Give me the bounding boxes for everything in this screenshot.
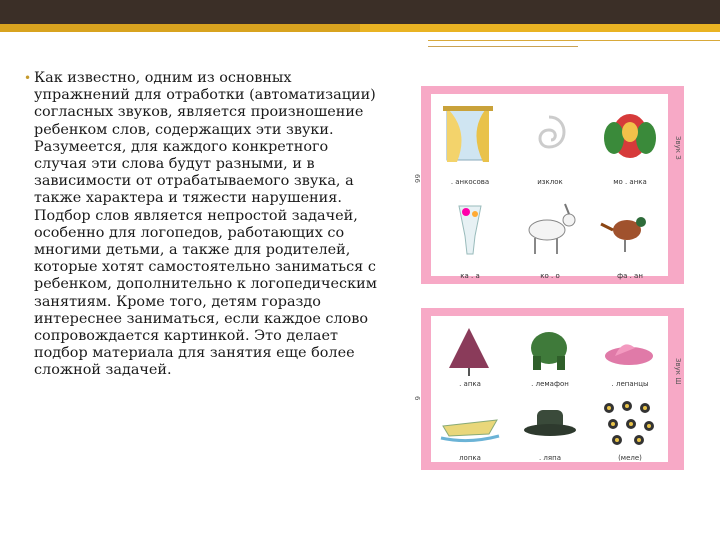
picture-helmet: [515, 318, 585, 390]
picture-swirl: [515, 98, 585, 188]
picture-card-z: [413, 86, 684, 284]
caption: . анкосова: [450, 178, 490, 186]
picture-pheasant: [595, 192, 665, 282]
caption: ко . о: [540, 272, 560, 280]
title-bar: [0, 0, 720, 24]
pheasant-icon: [599, 196, 661, 266]
sound-label: Звук З: [674, 136, 682, 160]
fedora-icon: [519, 396, 581, 452]
card-panel: [431, 316, 668, 462]
paragraph: Как известно, одним из основных упражнений для отработки (автоматизации) согласных звуков, является произношение ребенком слов, содержащих эти звуки. Разумеется, для каждого конкретного случая эти слова будут разными, и в зависимости от отрабатываемого звука, а также характера и тяжести нарушения. Подбор слов является непростой задачей, особенно для логопедов, работающих со многими детьми, а также для родителей, которые хотят самостоятельно заниматься с ребенком, дополнительно к логопедическим занятиям. Кроме того, детям гораздо интереснее заниматься, если каждое слово сопровождается картинкой. Это делает подбор материала для занятия еще более сложной задачей.: [34, 70, 377, 379]
caption: (меле): [618, 454, 642, 462]
picture-card-sh: [413, 308, 684, 470]
caption: изклок: [537, 178, 563, 186]
caption: . лепанцы: [611, 380, 649, 388]
page-number: 66: [413, 174, 421, 183]
picture-slippers: [595, 318, 665, 390]
caption: ка . а: [460, 272, 480, 280]
caption: фа . ан: [617, 272, 643, 280]
picture-mosaic: [595, 98, 665, 188]
goat-icon: [519, 196, 581, 266]
boat-icon: [439, 396, 501, 452]
bumblebee-icon: [599, 396, 661, 452]
vase-icon: [439, 196, 501, 266]
caption: лопка: [459, 454, 481, 462]
decor-rule-short: [428, 46, 578, 47]
caption: мо . анка: [613, 178, 647, 186]
hat-icon: [439, 322, 501, 378]
picture-goat: [515, 192, 585, 282]
page-number: 6: [413, 396, 421, 401]
helmet-icon: [519, 322, 581, 378]
sound-label: Звук Ш: [674, 358, 682, 385]
accent-stripe-shade: [0, 24, 360, 32]
picture-curtains: [435, 98, 505, 188]
bullet-marker: •: [24, 71, 32, 85]
slippers-icon: [599, 322, 661, 378]
mosaic-icon: [599, 102, 661, 172]
picture-hat: [435, 318, 505, 390]
picture-fedora: [515, 392, 585, 464]
caption: . ляпа: [538, 454, 561, 462]
caption: . апка: [459, 380, 481, 388]
card-panel: [431, 94, 668, 280]
picture-boat: [435, 392, 505, 464]
picture-vase: [435, 192, 505, 282]
swirl-icon: [519, 102, 581, 172]
caption: . лемафон: [531, 380, 569, 388]
picture-bumblebees: [595, 392, 665, 464]
body-text: [24, 70, 379, 380]
decor-rule-top: [428, 40, 720, 41]
curtains-icon: [439, 102, 501, 172]
